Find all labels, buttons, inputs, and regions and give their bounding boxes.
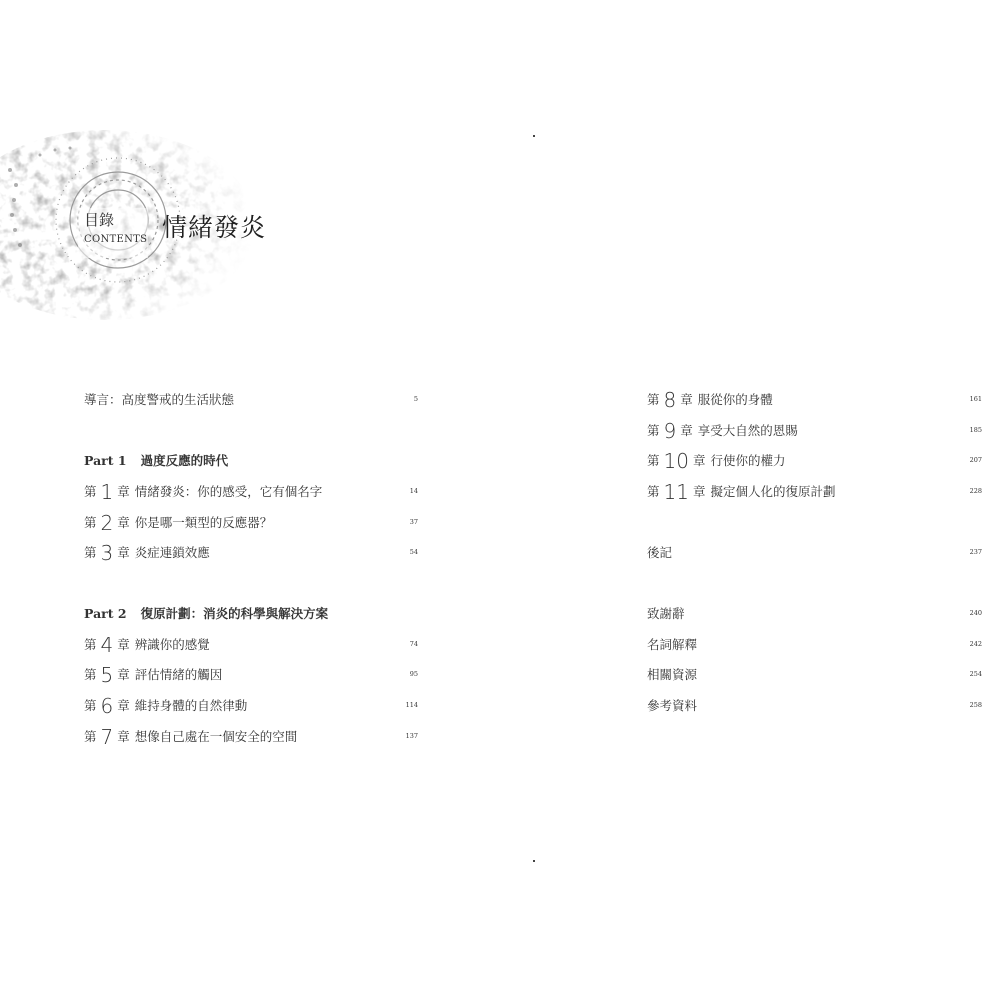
chapter-title: 服從你的身體 xyxy=(697,392,773,407)
chapter-number: 2 xyxy=(100,511,114,535)
chapter-prefix: 第 xyxy=(84,667,97,682)
chapter-suffix: 章 xyxy=(680,423,693,438)
chapter-title: 維持身體的自然律動 xyxy=(134,698,248,713)
toc-entry-chapter[interactable] xyxy=(647,387,982,411)
page-number: 14 xyxy=(409,487,418,495)
page-number: 54 xyxy=(409,548,418,556)
toc-entry-chapter[interactable] xyxy=(84,724,418,748)
toc-entry-back-matter[interactable] xyxy=(647,662,982,686)
chapter-number: 8 xyxy=(663,388,677,412)
chapter-prefix: 第 xyxy=(84,698,97,713)
chapter-number: 1 xyxy=(100,480,114,504)
page-number: 95 xyxy=(409,670,418,678)
part-heading-2[interactable] xyxy=(84,601,418,625)
chapter-number: 6 xyxy=(100,694,114,718)
chapter-title: 享受大自然的恩賜 xyxy=(697,423,798,438)
toc-entry-back-matter[interactable] xyxy=(647,632,982,656)
chapter-suffix: 章 xyxy=(117,637,130,652)
chapter-title: 炎症連鎖效應 xyxy=(134,545,210,560)
chapter-prefix: 第 xyxy=(84,729,97,744)
toc-entry-chapter[interactable] xyxy=(647,479,982,503)
chapter-suffix: 章 xyxy=(117,545,130,560)
page-number: 5 xyxy=(413,395,418,403)
toc-entry-chapter[interactable] xyxy=(84,632,418,656)
page-number: 228 xyxy=(969,487,982,495)
chapter-number: 4 xyxy=(100,633,114,657)
chapter-number: 3 xyxy=(100,541,114,565)
entry-title: 導言：高度警戒的生活狀態 xyxy=(84,392,235,407)
chapter-suffix: 章 xyxy=(692,484,706,499)
page-number: 254 xyxy=(969,670,982,678)
chapter-title: 想像自己處在一個安全的空間 xyxy=(134,729,298,744)
part-title: 過度反應的時代 xyxy=(140,453,229,468)
page-number: 237 xyxy=(969,548,982,556)
chapter-title: 辨識你的感覺 xyxy=(134,637,210,652)
chapter-number: 5 xyxy=(100,663,114,687)
chapter-suffix: 章 xyxy=(117,484,130,499)
chapter-prefix: 第 xyxy=(84,637,97,652)
chapter-title: 擬定個人化的復原計劃 xyxy=(710,484,836,499)
chapter-suffix: 章 xyxy=(117,667,130,682)
chapter-prefix: 第 xyxy=(84,545,97,560)
chapter-number: 7 xyxy=(100,725,114,749)
chapter-title: 你是哪一類型的反應器？ xyxy=(134,515,273,530)
toc-label-english: CONTENTS xyxy=(84,234,148,245)
chapter-number: 11 xyxy=(663,480,689,504)
toc-entry-back-matter[interactable] xyxy=(647,693,982,717)
chapter-prefix: 第 xyxy=(647,392,660,407)
toc-entry-chapter[interactable] xyxy=(84,510,418,534)
part-title: 復原計劃：消炎的科學與解決方案 xyxy=(140,606,329,621)
page-number: 37 xyxy=(409,518,418,526)
part-label: Part 1 xyxy=(84,452,127,468)
entry-title: 參考資料 xyxy=(647,698,698,713)
chapter-title: 行使你的權力 xyxy=(710,453,786,468)
chapter-title: 評估情緒的觸因 xyxy=(134,667,223,682)
page-number: 137 xyxy=(405,732,418,740)
chapter-suffix: 章 xyxy=(117,729,130,744)
toc-entry-back-matter[interactable] xyxy=(647,601,982,625)
entry-title: 名詞解釋 xyxy=(647,637,698,652)
toc-entry-afterword[interactable] xyxy=(647,540,982,564)
chapter-prefix: 第 xyxy=(647,423,660,438)
page-number: 240 xyxy=(969,609,982,617)
toc-entry-chapter[interactable] xyxy=(647,448,982,472)
chapter-suffix: 章 xyxy=(692,453,706,468)
book-title: 情緒發炎 xyxy=(162,213,267,242)
chapter-prefix: 第 xyxy=(84,484,97,499)
page-number: 258 xyxy=(969,701,982,709)
toc-entry-chapter[interactable] xyxy=(84,693,418,717)
toc-entry-chapter[interactable] xyxy=(647,418,982,442)
toc-entry-chapter[interactable] xyxy=(84,540,418,564)
entry-title: 後記 xyxy=(647,545,673,560)
entry-title: 致謝辭 xyxy=(647,606,685,621)
page-number: 207 xyxy=(969,456,982,464)
page-number: 242 xyxy=(969,640,982,648)
toc-label: 目錄 xyxy=(84,211,115,229)
print-mark-bottom xyxy=(533,860,535,862)
toc-entry-intro[interactable] xyxy=(84,387,418,411)
chapter-title: 情緒發炎：你的感受，它有個名字 xyxy=(134,484,323,499)
chapter-number: 10 xyxy=(663,449,689,473)
toc-entry-chapter[interactable] xyxy=(84,479,418,503)
toc-entry-chapter[interactable] xyxy=(84,662,418,686)
chapter-number: 9 xyxy=(663,419,677,443)
page-number: 74 xyxy=(409,640,418,648)
page-number: 161 xyxy=(969,395,982,403)
chapter-prefix: 第 xyxy=(647,453,660,468)
chapter-suffix: 章 xyxy=(680,392,693,407)
page-number: 114 xyxy=(405,701,418,709)
part-label: Part 2 xyxy=(84,605,127,621)
part-heading-1[interactable] xyxy=(84,448,418,472)
chapter-prefix: 第 xyxy=(84,515,97,530)
chapter-suffix: 章 xyxy=(117,698,130,713)
page-number: 185 xyxy=(969,426,982,434)
chapter-prefix: 第 xyxy=(647,484,660,499)
print-mark-top xyxy=(533,135,535,137)
chapter-suffix: 章 xyxy=(117,515,130,530)
entry-title: 相關資源 xyxy=(647,667,698,682)
